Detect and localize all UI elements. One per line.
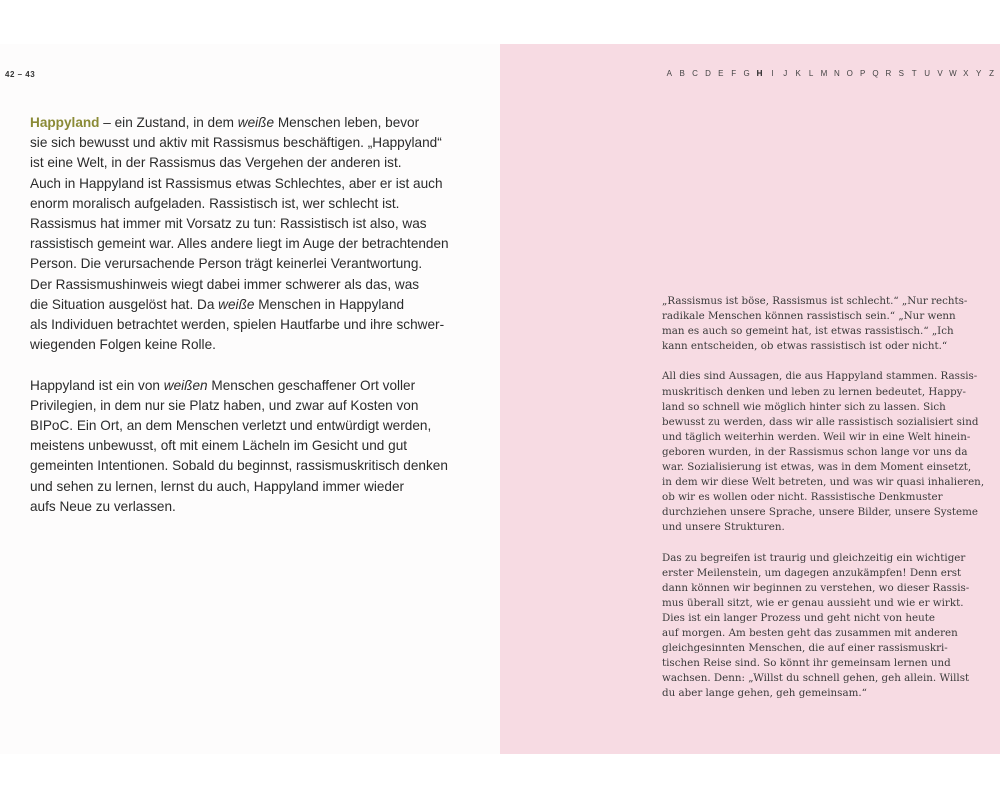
text-line: man es auch so gemeint hat, ist etwas rassistisch.“ „Ich bbox=[662, 325, 954, 338]
alphabet-letter-a: A bbox=[666, 69, 672, 78]
text-line: als Individuen betrachtet werden, spielen Hautfarbe und ihre schwer- bbox=[30, 317, 445, 333]
text-line: rassistisch gemeint war. Alles andere liegt im Auge der betrachtenden bbox=[30, 236, 449, 252]
alphabet-letter-f: F bbox=[731, 69, 737, 78]
text-line: die Situation ausgelöst hat. Da weiße Menschen in Happyland bbox=[30, 296, 405, 312]
text-line: muskritisch denken und leben zu lernen bedeutet, Happy- bbox=[662, 385, 966, 398]
quote-block bbox=[662, 294, 985, 717]
text-line: erster Meilenstein, um dagegen anzukämpfen! Denn erst bbox=[662, 566, 962, 579]
right-page bbox=[500, 44, 1000, 754]
text-line: in dem wir diese Welt betreten, und was wir quasi inhalieren, bbox=[662, 476, 985, 489]
text-line: Privilegien, in dem nur sie Platz haben, und zwar auf Kosten von bbox=[30, 397, 419, 413]
text-line: Happyland – ein Zustand, in dem weiße Menschen leben, bevor bbox=[30, 115, 420, 130]
text-line: Auch in Happyland ist Rassismus etwas Schlechtes, aber er ist auch bbox=[30, 175, 443, 191]
page-number: 42 – 43 bbox=[5, 70, 36, 79]
left-page bbox=[0, 44, 500, 754]
text-line: ist eine Welt, in der Rassismus das Vergehen der anderen ist. bbox=[30, 155, 402, 171]
alphabet-letter-n: N bbox=[833, 69, 840, 78]
text-line: enorm moralisch aufgeladen. Rassistisch ist, wer schlecht ist. bbox=[30, 195, 400, 211]
text-line: BIPoC. Ein Ort, an dem Menschen verletzt und entwürdigt werden, bbox=[30, 418, 432, 434]
alphabet-letter-v: V bbox=[937, 69, 943, 78]
text-line: und täglich weiterhin werden. Weil wir in eine Welt hinein- bbox=[662, 430, 971, 443]
entry-paragraph-2 bbox=[30, 376, 450, 517]
alphabet-letter-z: Z bbox=[989, 69, 994, 78]
text-line: wiegenden Folgen keine Rolle. bbox=[30, 337, 216, 353]
text-line: Person. Die verursachende Person trägt keinerlei Verantwortung. bbox=[30, 256, 423, 272]
text-line: Rassismus hat immer mit Vorsatz zu tun: Rassistisch ist also, was bbox=[30, 216, 427, 232]
alphabet-letter-y: Y bbox=[975, 69, 982, 78]
quote-paragraph-1 bbox=[662, 294, 972, 354]
text-line: „Rassismus ist böse, Rassismus ist schlecht.“ „Nur rechts- bbox=[662, 295, 968, 307]
text-line: ob wir es wollen oder nicht. Rassistische Denkmuster bbox=[662, 491, 943, 504]
text-line: dann können wir beginnen zu verstehen, wo dieser Rassis- bbox=[662, 581, 970, 594]
alphabet-letter-m: M bbox=[820, 69, 828, 78]
alphabet-letter-b: B bbox=[679, 69, 685, 78]
text-line: wachsen. Denn: „Willst du schnell gehen, geh allein. Willst bbox=[662, 672, 970, 685]
alphabet-index bbox=[663, 69, 998, 78]
text-line: aufs Neue zu verlassen. bbox=[30, 498, 176, 514]
alphabet-letter-w: W bbox=[949, 69, 957, 78]
text-line: mus überall sitzt, wie er genau aussieht und wie er wirkt. bbox=[662, 596, 964, 609]
text-line: land so schnell wie möglich hinter sich zu lassen. Sich bbox=[662, 400, 946, 413]
alphabet-letter-g: G bbox=[743, 69, 750, 78]
alphabet-letter-t: T bbox=[911, 69, 917, 78]
glossary-term: Happyland bbox=[30, 115, 100, 130]
text-line: bewusst zu werden, dass wir alle rassistisch sozialisiert sind bbox=[662, 415, 979, 428]
alphabet-letter-i: I bbox=[771, 69, 774, 78]
alphabet-letter-c: C bbox=[692, 69, 698, 78]
alphabet-letter-h: H bbox=[756, 69, 763, 78]
text-line: kann entscheiden, ob etwas rassistisch ist oder nicht.“ bbox=[662, 340, 948, 353]
alphabet-letter-l: L bbox=[808, 69, 814, 78]
quote-paragraph-2 bbox=[662, 369, 985, 535]
text-line: gemeinten Intentionen. Sobald du beginnst, rassismuskritisch denken bbox=[30, 458, 448, 474]
text-line: durchziehen unsere Sprache, unsere Bilder, unsere Systeme bbox=[662, 506, 978, 519]
text-line: Das zu begreifen ist traurig und gleichzeitig ein wichtiger bbox=[662, 551, 966, 564]
text-line: Dies ist ein langer Prozess und geht nicht von heute bbox=[662, 611, 935, 624]
glossary-entry bbox=[30, 113, 450, 537]
text-line: radikale Menschen können rassistisch sein.“ „Nur wenn bbox=[662, 310, 956, 323]
text-line: und sehen zu lernen, lernst du auch, Happyland immer wieder bbox=[30, 478, 405, 494]
text-line: sie sich bewusst und aktiv mit Rassismus beschäftigen. „Happyland“ bbox=[30, 135, 442, 151]
alphabet-letter-p: P bbox=[859, 69, 866, 78]
text-line: Happyland ist ein von weißen Menschen geschaffener Ort voller bbox=[30, 377, 416, 393]
text-line: All dies sind Aussagen, die aus Happyland stammen. Rassis- bbox=[662, 370, 978, 383]
alphabet-letter-u: U bbox=[924, 69, 930, 78]
entry-paragraph-1 bbox=[30, 113, 450, 355]
alphabet-letter-r: R bbox=[885, 69, 892, 78]
text-line: auf morgen. Am besten geht das zusammen mit anderen bbox=[662, 627, 958, 640]
alphabet-letter-j: J bbox=[783, 69, 788, 78]
text-line: geboren wurden, in der Rassismus schon lange vor uns da bbox=[662, 445, 968, 458]
alphabet-letter-o: O bbox=[846, 69, 853, 78]
text-line: Der Rassismushinweis wiegt dabei immer schwerer als das, was bbox=[30, 276, 420, 292]
alphabet-letter-d: D bbox=[705, 69, 711, 78]
alphabet-letter-q: Q bbox=[872, 69, 879, 78]
alphabet-letter-x: X bbox=[963, 69, 969, 78]
text-line: und unsere Strukturen. bbox=[662, 521, 785, 534]
text-line: du aber lange gehen, geh gemeinsam.“ bbox=[662, 687, 867, 700]
text-line: war. Sozialisierung ist etwas, was in dem Moment einsetzt, bbox=[662, 461, 972, 474]
alphabet-letter-k: K bbox=[795, 69, 801, 78]
text-line: gleichgesinnten Menschen, die auf einer rassismuskri- bbox=[662, 642, 948, 655]
alphabet-letter-s: S bbox=[898, 69, 904, 78]
text-line: meistens unbewusst, oft mit einem Lächeln im Gesicht und gut bbox=[30, 438, 408, 454]
alphabet-letter-e: E bbox=[718, 69, 724, 78]
text-line: tischen Reise sind. So könnt ihr gemeinsam lernen und bbox=[662, 657, 951, 670]
quote-paragraph-3 bbox=[662, 551, 972, 702]
